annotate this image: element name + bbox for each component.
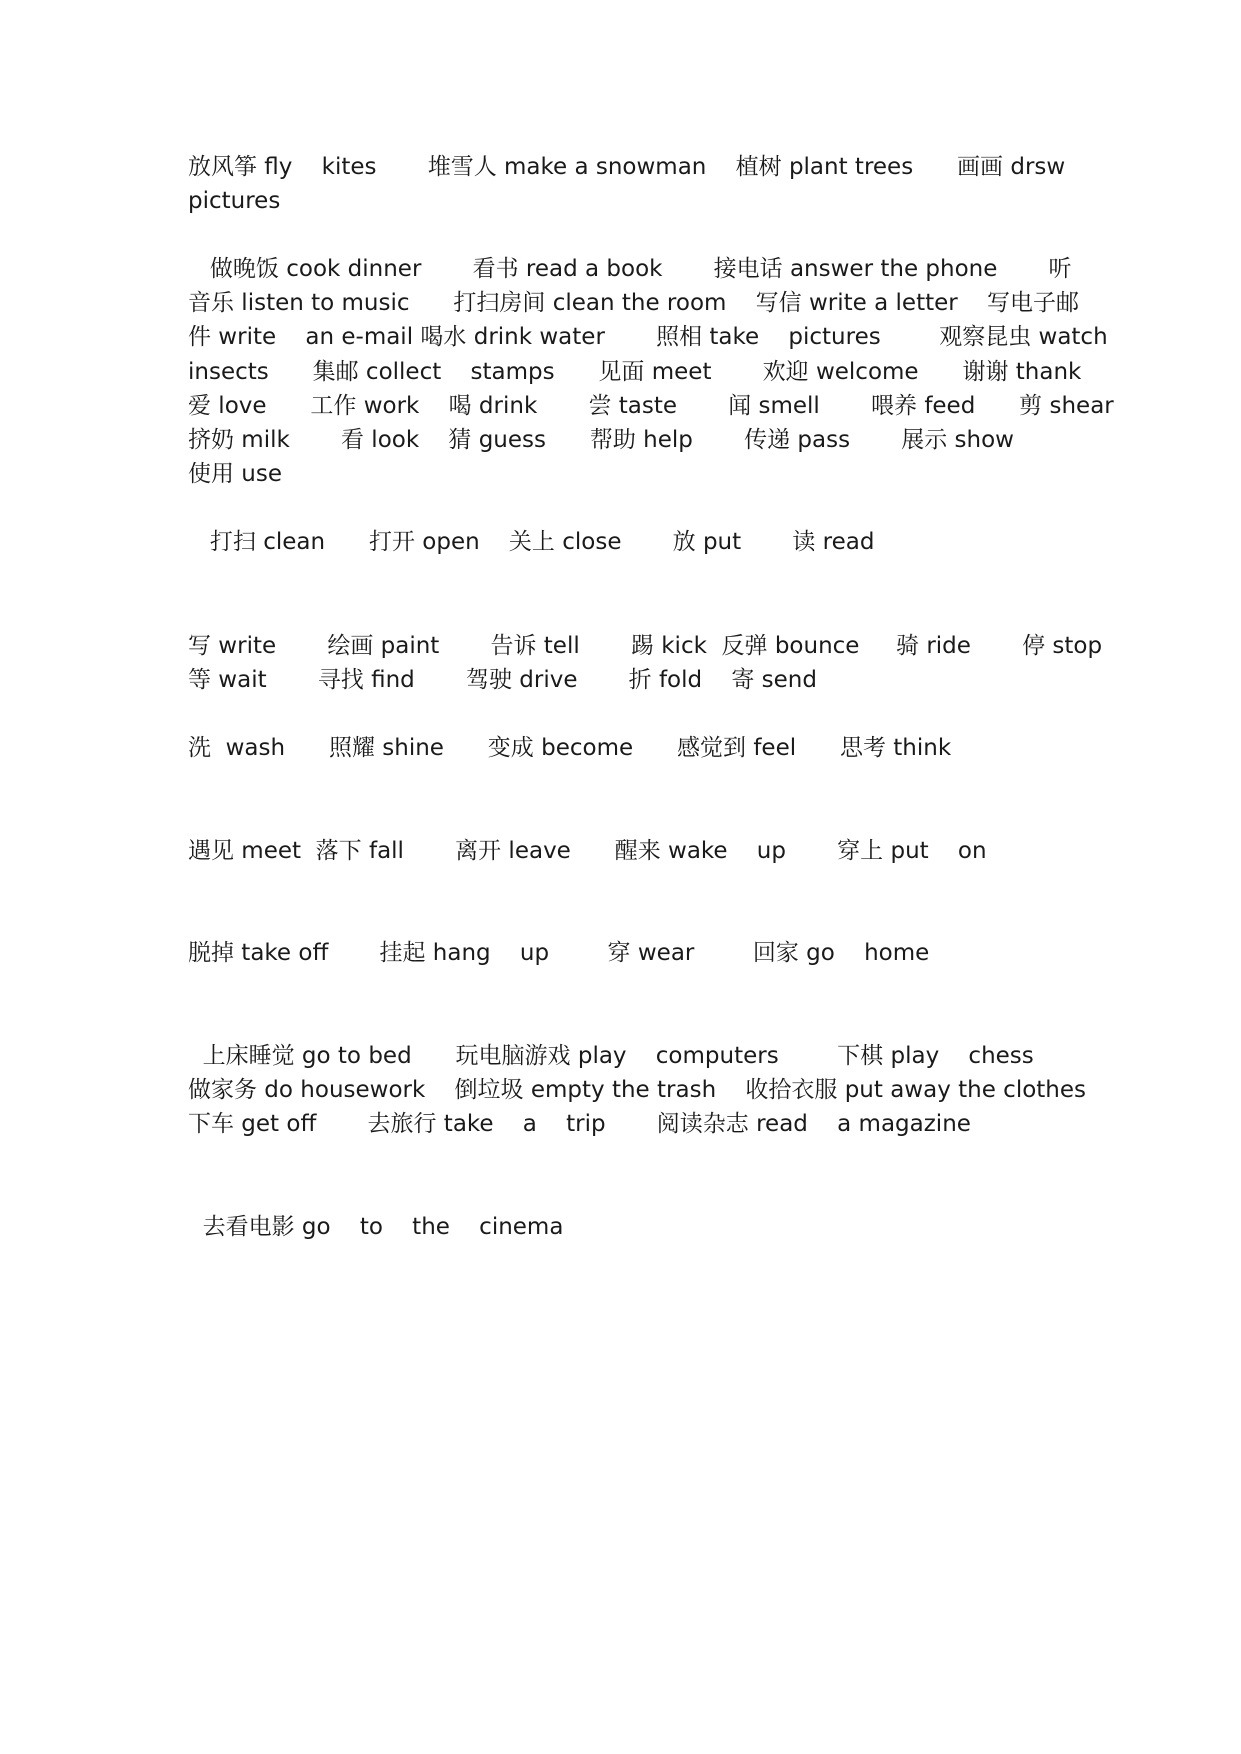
text-line: 洗 wash 照耀 shine 变成 become 感觉到 feel 思考 think	[188, 735, 952, 761]
text-line: 做家务 do housework 倒垃圾 empty the trash 收拾衣服 put away the clothes	[188, 1077, 1087, 1103]
text-line: 放风筝 fly kites 堆雪人 make a snowman 植树 plant trees 画画 drsw	[188, 154, 1066, 180]
text-line: insects 集邮 collect stamps 见面 meet 欢迎 welcome 谢谢 thank	[188, 359, 1082, 385]
text-line: 等 wait 寻找 find 驾驶 drive 折 fold 寄 send	[188, 667, 817, 693]
text-line: 写 write 绘画 paint 告诉 tell 踢 kick 反弹 bounce 骑 ride 停 stop	[188, 633, 1103, 659]
text-line: 上床睡觉 go to bed 玩电脑游戏 play computers 下棋 play chess	[188, 1043, 1034, 1069]
text-line: 挤奶 milk 看 look 猜 guess 帮助 help 传递 pass 展示 show	[188, 427, 1014, 453]
text-line: 件 write an e-mail 喝水 drink water 照相 take pictures 观察昆虫 watch	[188, 324, 1108, 350]
text-line: 使用 use	[188, 461, 283, 487]
text-line: 脱掉 take off 挂起 hang up 穿 wear 回家 go home	[188, 940, 930, 966]
text-line: 下车 get off 去旅行 take a trip 阅读杂志 read a magazine	[188, 1111, 971, 1137]
text-line: 音乐 listen to music 打扫房间 clean the room 写信 write a letter 写电子邮	[188, 290, 1079, 316]
text-line: 去看电影 go to the cinema	[188, 1214, 564, 1240]
text-line: 爱 love 工作 work 喝 drink 尝 taste 闻 smell 喂养 feed 剪 shear	[188, 393, 1114, 419]
text-line: 打扫 clean 打开 open 关上 close 放 put 读 read	[188, 529, 875, 555]
text-line: pictures	[188, 188, 281, 214]
text-line: 遇见 meet 落下 fall 离开 leave 醒来 wake up 穿上 put on	[188, 838, 987, 864]
text-line: 做晚饭 cook dinner 看书 read a book 接电话 answer the phone 听	[188, 256, 1072, 282]
